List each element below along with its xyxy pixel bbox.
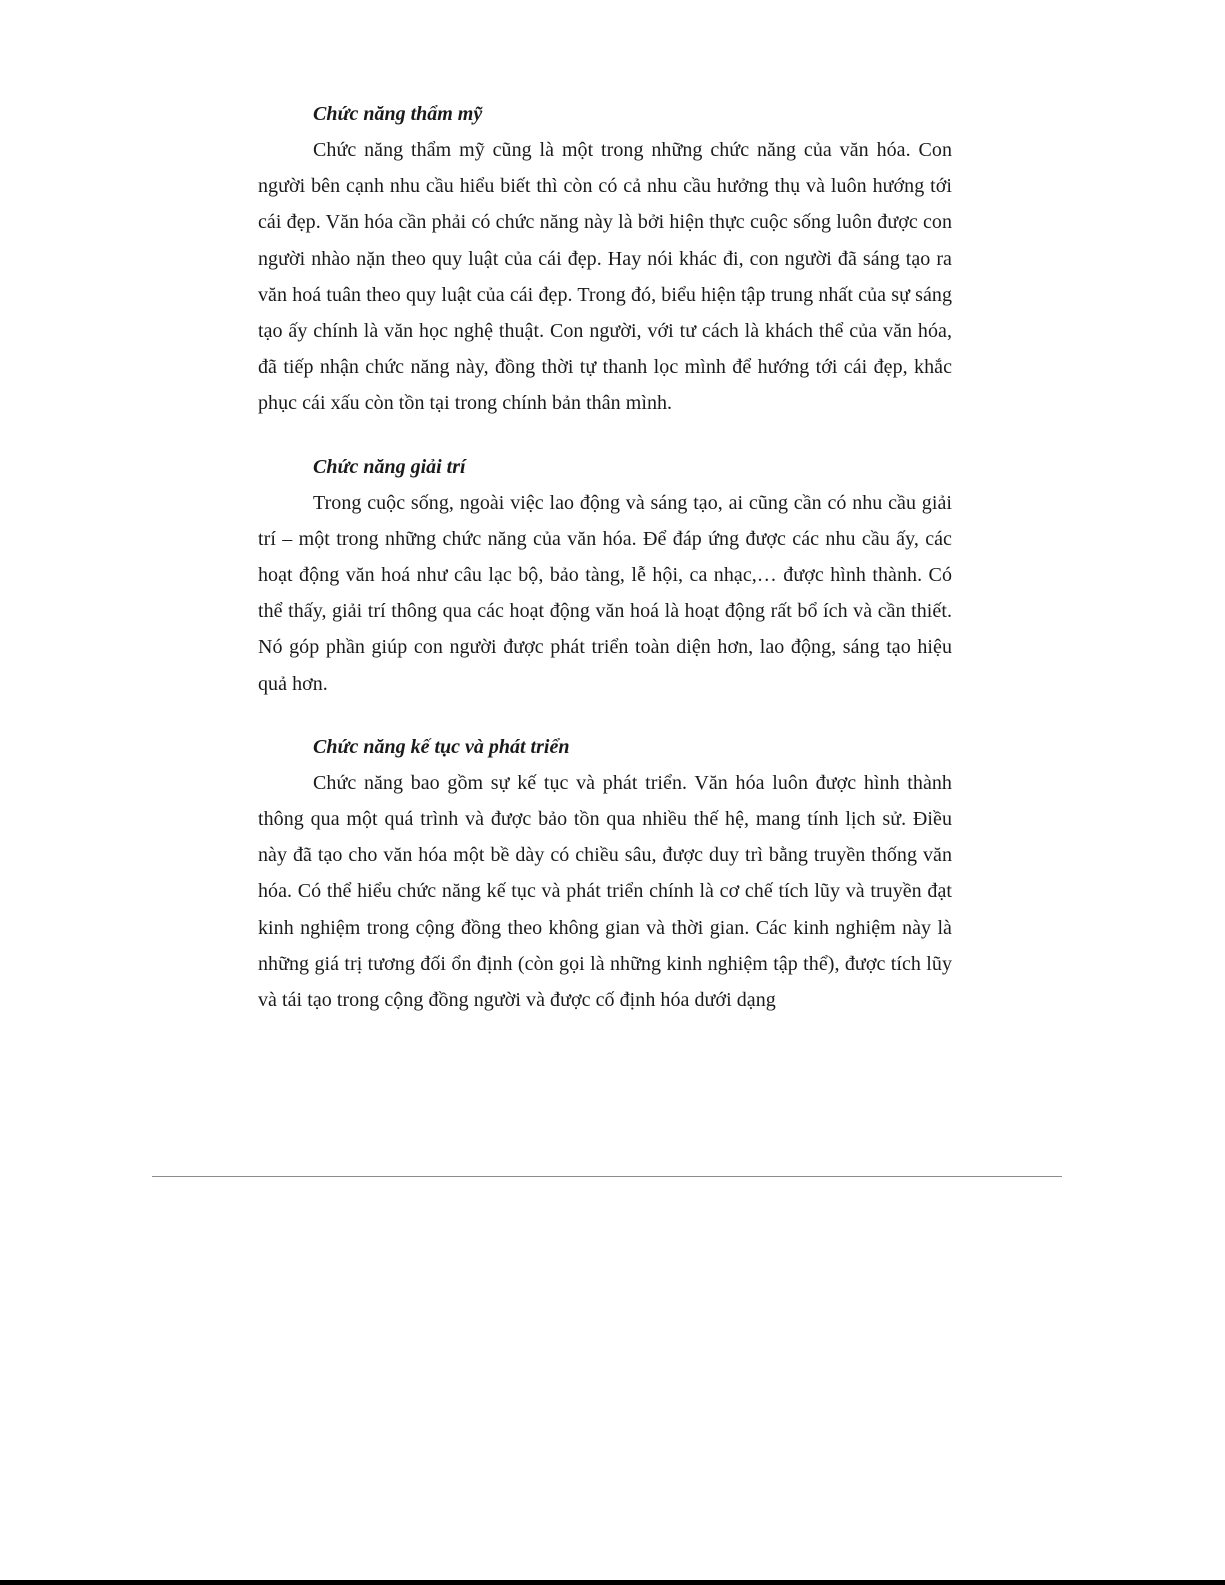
section-continuity xyxy=(258,729,952,1018)
section-heading: Chức năng giải trí xyxy=(313,455,466,478)
section-aesthetic xyxy=(258,96,952,422)
section-entertainment xyxy=(258,449,952,702)
section-heading: Chức năng thẩm mỹ xyxy=(313,103,483,125)
section-paragraph: Trong cuộc sống, ngoài việc lao động và sáng tạo, ai cũng cần có nhu cầu giải trí – một trong những chức năng của văn hóa. Để đáp ứng được các nhu cầu ấy, các hoạt động văn hoá như câu lạc bộ, bảo tàng, lễ hội, ca nhạc,… được hình thành. Có thể thấy, giải trí thông qua các hoạt động văn hoá là hoạt động rất bổ ích và cần thiết. Nó góp phần giúp con người được phát triển toàn diện hơn, lao động, sáng tạo hiệu quả hơn. xyxy=(258,491,952,695)
page-bottom-edge xyxy=(0,1580,1225,1585)
section-paragraph: Chức năng bao gồm sự kế tục và phát triển. Văn hóa luôn được hình thành thông qua một quá trình và được bảo tồn qua nhiều thế hệ, mang tính lịch sử. Điều này đã tạo cho văn hóa một bề dày có chiều sâu, được duy trì bằng truyền thống văn hóa. Có thể hiểu chức năng kế tục và phát triển chính là cơ chế tích lũy và truyền đạt kinh nghiệm trong cộng đồng theo không gian và thời gian. Các kinh nghiệm này là những giá trị tương đối ổn định (còn gọi là những kinh nghiệm tập thể), được tích lũy và tái tạo trong cộng đồng người và được cố định hóa dưới dạng xyxy=(258,771,952,1012)
page-divider xyxy=(152,1176,1062,1177)
section-heading: Chức năng kế tục và phát triển xyxy=(313,735,570,758)
section-paragraph: Chức năng thẩm mỹ cũng là một trong những chức năng của văn hóa. Con người bên cạnh nhu cầu hiểu biết thì còn có cả nhu cầu hưởng thụ và luôn hướng tới cái đẹp. Văn hóa cần phải có chức năng này là bởi hiện thực cuộc sống luôn được con người nhào nặn theo quy luật của cái đẹp. Hay nói khác đi, con người đã sáng tạo ra văn hoá tuân theo quy luật của cái đẹp. Trong đó, biểu hiện tập trung nhất của sự sáng tạo ấy chính là văn học nghệ thuật. Con người, với tư cách là khách thể của văn hóa, đã tiếp nhận chức năng này, đồng thời tự thanh lọc mình để hướng tới cái đẹp, khắc phục cái xấu còn tồn tại trong chính bản thân mình. xyxy=(258,139,952,415)
page-content xyxy=(258,96,952,1045)
